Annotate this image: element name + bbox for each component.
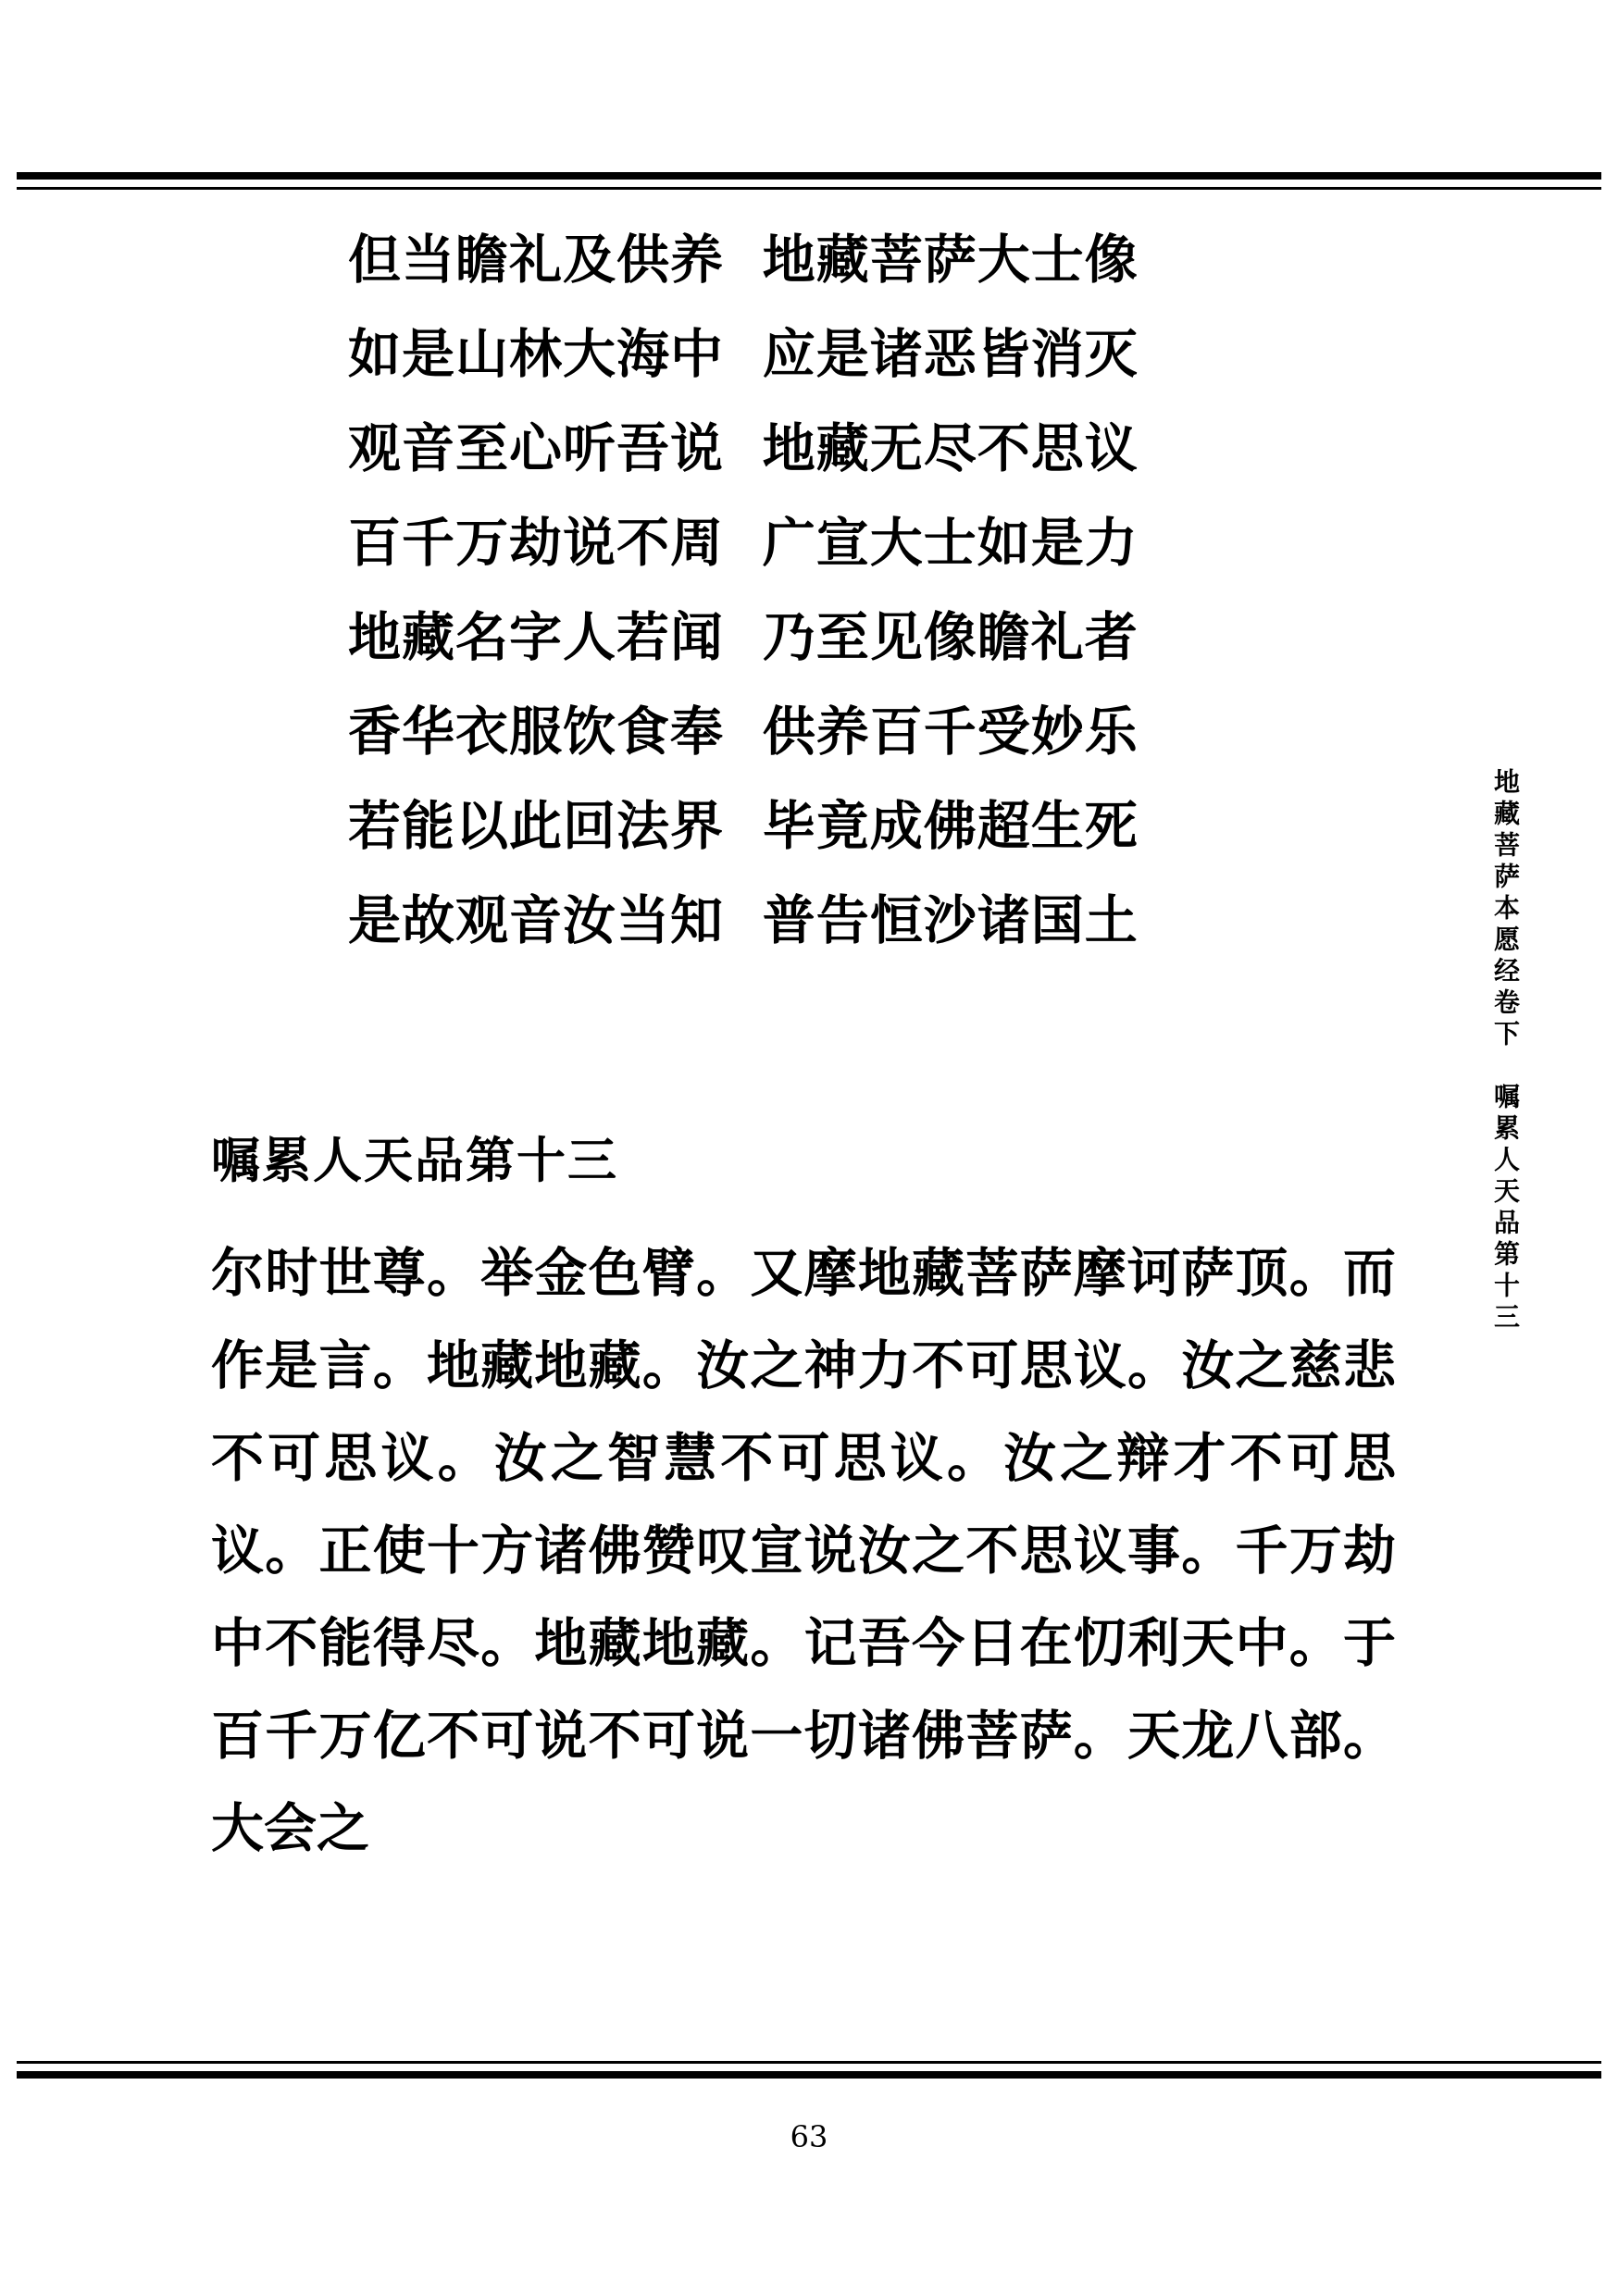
verse-line: 是故观音汝当知 普告恒沙诸国土	[348, 889, 1139, 951]
verse-line: 百千万劫说不周 广宣大士如是力	[348, 512, 1139, 574]
chapter-title: 嘱累人天品第十三	[211, 1132, 618, 1189]
frame-bottom-thin-rule	[17, 2061, 1601, 2064]
chapter-body	[211, 1227, 1396, 1875]
frame-top-thick-rule	[17, 172, 1601, 180]
verse-line: 香华衣服饮食奉 供养百千受妙乐	[348, 701, 1139, 763]
verse-block	[211, 213, 1396, 968]
body-paragraph: 尔时世尊。举金色臂。又摩地藏菩萨摩诃萨顶。而作是言。地藏地藏。汝之神力不可思议。汝之慈悲不可思议。汝之智慧不可思议。汝之辩才不可思议。正使十方诸佛赞叹宣说汝之不思议事。千万劫中不能得尽。地藏地藏。记吾今日在忉利天中。于百千万亿不可说不可说一切诸佛菩萨。天龙八部。大会之	[211, 1242, 1396, 1859]
page-number: 63	[790, 2119, 828, 2154]
verse-line: 如是山林大海中 应是诸恶皆消灭	[348, 323, 1139, 385]
verse-line: 地藏名字人若闻 乃至见像瞻礼者	[348, 606, 1139, 668]
frame-top-thin-rule	[17, 187, 1601, 190]
page-content	[211, 213, 1396, 1875]
verse-line: 但当瞻礼及供养 地藏菩萨大士像	[348, 229, 1139, 291]
frame-bottom-thick-rule	[17, 2071, 1601, 2079]
verse-line: 若能以此回法界 毕竟成佛超生死	[348, 795, 1139, 857]
verse-line: 观音至心听吾说 地藏无尽不思议	[348, 417, 1139, 479]
running-header-vertical: 地藏菩萨本愿经卷下 嘱累人天品第十三	[1490, 768, 1521, 1334]
